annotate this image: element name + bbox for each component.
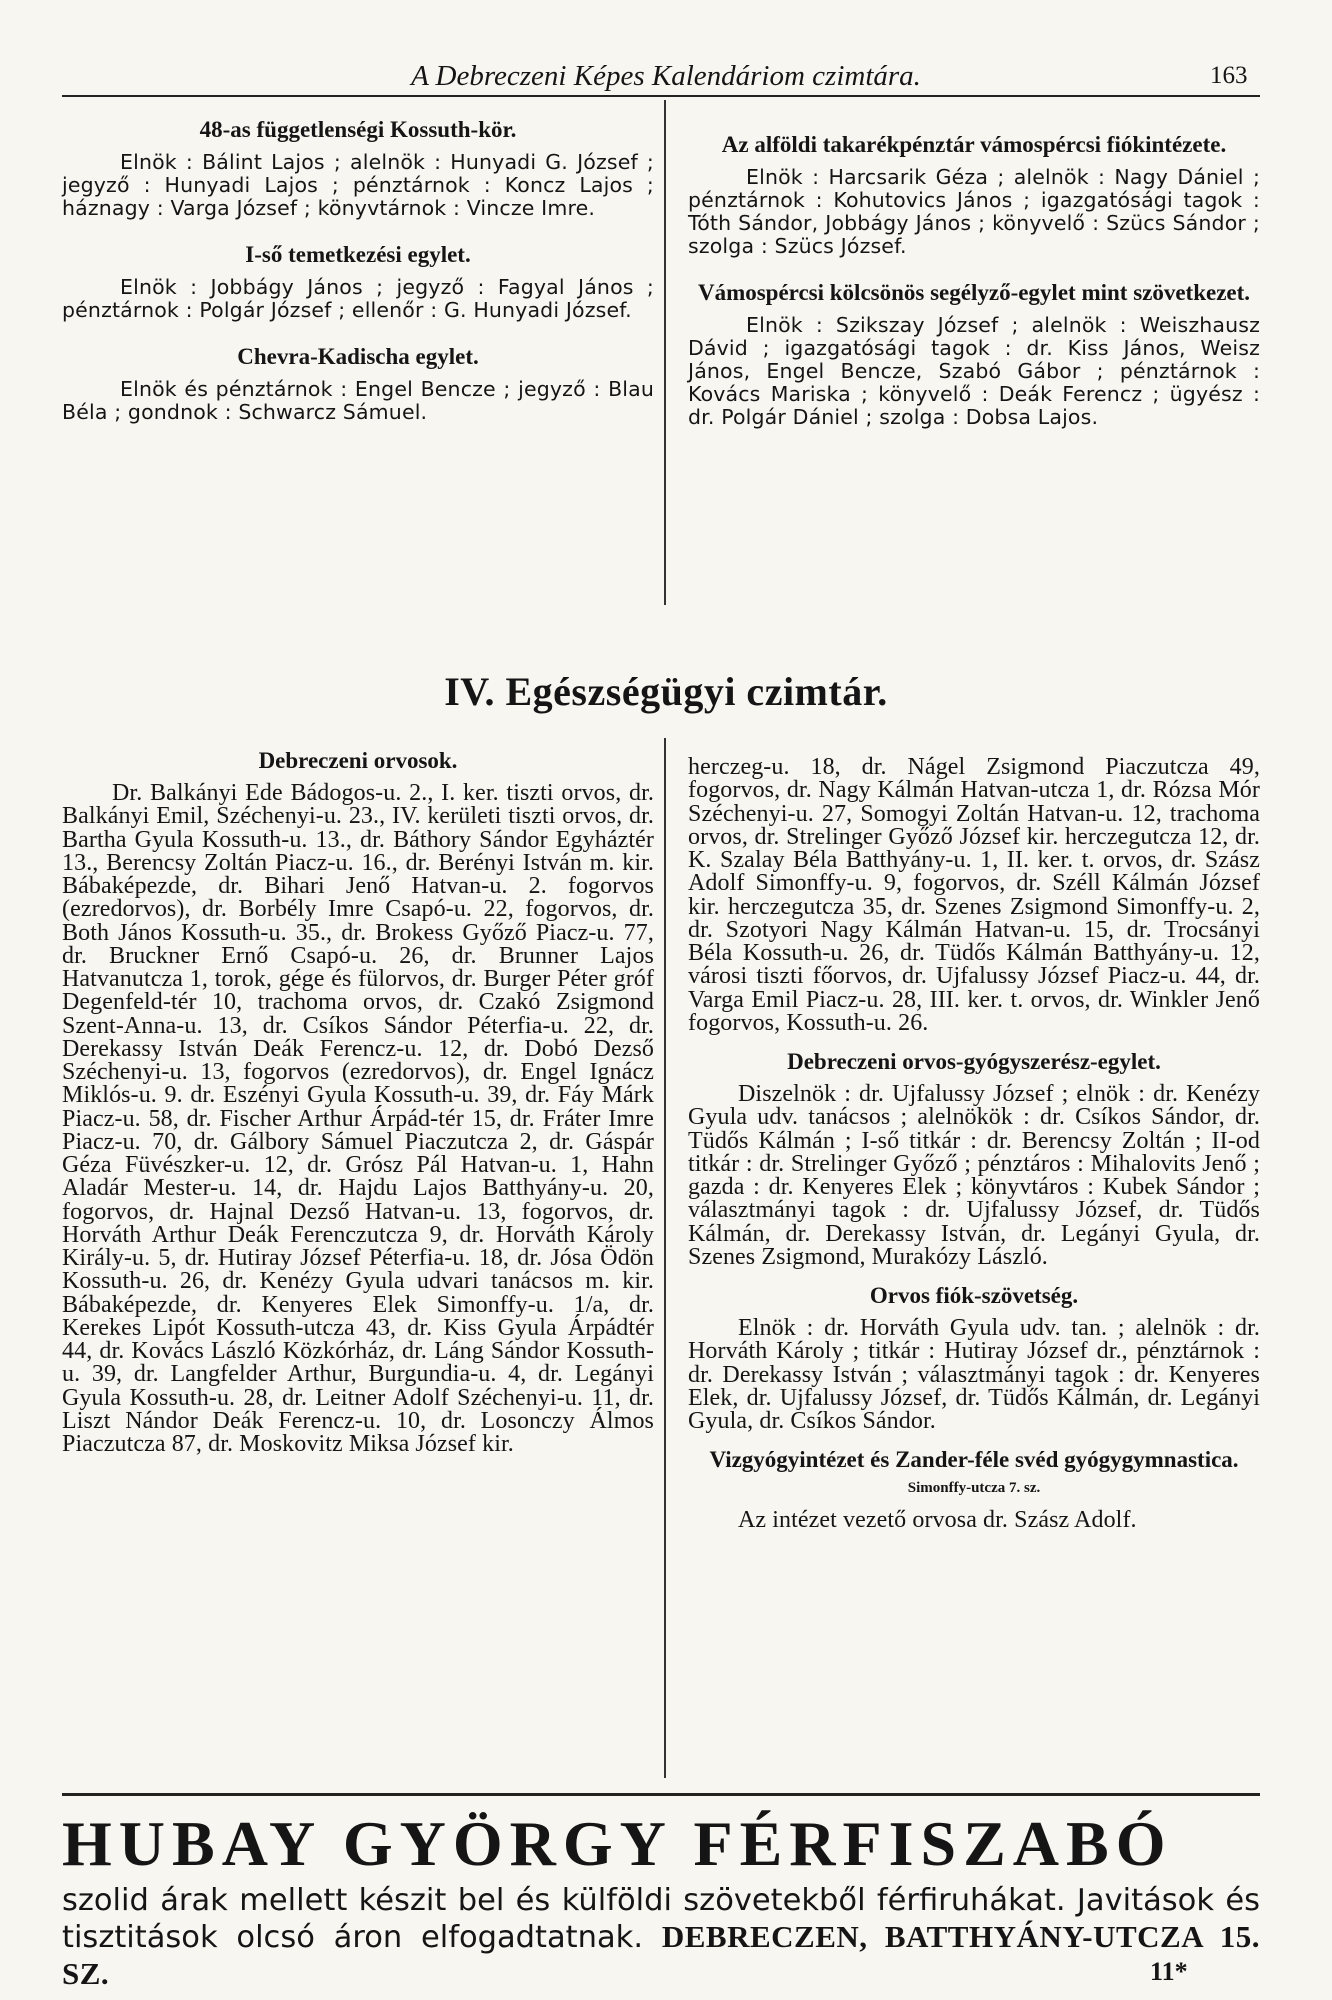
running-header-title: A Debreczeni Képes Kalendáriom czimtára.: [411, 60, 921, 92]
entry-heading: I-ső temetkezési egylet.: [245, 242, 471, 267]
entry-text: Elnök : Szikszay József ; alelnök : Weiszhausz Dávid ; igazgatósági tagok : dr. Kiss János, Weisz János, Engel Bencze, Szabó Gábor ; pénztárnok : Kovács Mariska ; könyvelő : Deák Ferencz ; ügyész : dr. Polgár Dániel ; szolga : Dobsa Lajos.: [688, 313, 1260, 429]
entry-heading: Orvos fiók-szövetség.: [869, 1283, 1079, 1308]
entry-heading: [688, 1447, 1260, 1501]
entry-text: Elnök és pénztárnok : Engel Bencze ; jegyző : Blau Béla ; gondnok : Schwarcz Sámuel.: [62, 377, 654, 424]
physician-list-continued: [688, 756, 1260, 1035]
advertisement-title: HUBAY GYÖRGY FÉRFISZABÓ: [62, 1808, 1173, 1879]
top-right-column: [688, 132, 1260, 451]
bottom-left-column: [62, 748, 654, 1456]
entry-heading: Az alföldi takarékpénztár vámospércsi fiókintézete.: [721, 132, 1227, 157]
advertisement-rule: [62, 1793, 1260, 1796]
entry-text: herczeg-u. 18, dr. Nágel Zsigmond Piaczutcza 49, fogorvos, dr. Nagy Kálmán Hatvan-utcza 1, dr. Rózsa Mór Széchenyi-u. 27, Somogyi Zoltán Hatvan-u. 12, trachoma orvos, dr. Strelinger Győző József kir. herczegutcza 12, dr. K. Szalay Béla Batthyány-u. 1, II. ker. t. orvos, dr. Szász Adolf Simonffy-u. 9, fogorvos, dr. Széll Kálmán József kir. herczegutcza 35, dr. Szenes Zsigmond Simonffy-u. 2, dr. Szotyori Nagy Kálmán Hatvan-u. 15, dr. Trocsányi Béla Kossuth-u. 26, dr. Tüdős Kálmán Batthyány-u. 12, városi tiszti főorvos, dr. Ujfalussy József Piacz-u. 44, dr. Varga Emil Piacz-u. 28, III. ker. t. orvos, dr. Winkler Jenő fogorvos, Kossuth-u. 26.: [688, 754, 1260, 1036]
entry-subheading: Simonffy-utcza 7. sz.: [907, 1480, 1041, 1497]
entry-heading: Chevra-Kadischa egylet.: [237, 344, 479, 369]
entry-heading: Vámospércsi kölcsönös segélyző-egylet mint szövetkezet.: [697, 280, 1251, 305]
directory-entry: [62, 117, 654, 220]
entry-text: Elnök : dr. Horváth Gyula udv. tan. ; alelnök : dr. Horváth Károly ; titkár : Hutiray József dr., pénztárnok : dr. Derekassy István ; választmányi tagok : dr. Kenyeres Elek, dr. Ujfalussy József, dr. Tüdős Kálmán, dr. Legányi Gyula, dr. Csíkos Sándor.: [688, 1315, 1260, 1434]
directory-entry: [688, 132, 1260, 258]
directory-entry: [688, 280, 1260, 429]
entry-heading: Debreczeni orvos-gyógyszerész-egylet.: [787, 1049, 1161, 1074]
entry-text: Diszelnök : dr. Ujfalussy József ; elnök : dr. Kenézy Gyula udv. tanácsos ; alelnökök : dr. Csíkos Sándor, dr. Tüdős Kálmán ; I-ső titkár : dr. Berencsy Zoltán ; II-od titkár : dr. Strelinger Győző ; pénztáros : Mihalovits Jenő ; gazda : dr. Kenyeres Elek ; könyvtáros : Kubek Sándor ; választmányi tagok : dr. Ujfalussy József, dr. Tüdős Kálmán, dr. Derekassy István, dr. Legányi Gyula, dr. Szenes Zsigmond, Murakózy László.: [688, 1081, 1260, 1270]
directory-entry: [62, 242, 654, 322]
physician-list: Dr. Balkányi Ede Bádogos-u. 2., I. ker. tiszti orvos, dr. Balkányi Emil, Széchenyi-u. 23., IV. kerületi tiszti orvos, dr. Bartha Gyula Kossuth-u. 13., dr. Báthory Sándor Egyháztér 13., Berencsy Zoltán Piacz-u. 16., dr. Berényi István m. kir. Bábaképezde, dr. Bihari Jenő Hatvan-u. 2. fogorvos (ezredorvos), dr. Borbély Imre Csapó-u. 22, fogorvos, dr. Both János Kossuth-u. 35., dr. Brokess Győző Piacz-u. 77, dr. Bruckner Ernő Csapó-u. 26, dr. Brunner Lajos Hatvanutcza 1, torok, gége és fülorvos, dr. Burger Péter gróf Degenfeld-tér 10, trachoma orvos, dr. Czakó Zsigmond Szent-Anna-u. 13, dr. Csíkos Sándor Péterfia-u. 22, dr. Derekassy István Deák Ferencz-u. 12, dr. Dobó Dezső Széchenyi-u. 13, fogorvos (ezredorvos), dr. Engel Ignácz Miklós-u. 9. dr. Eszényi Gyula Kossuth-u. 39, dr. Fáy Márk Piacz-u. 58, dr. Fischer Arthur Árpád-tér 15, dr. Fráter Imre Piacz-u. 70, dr. Gálbory Sámuel Piaczutcza 2, dr. Gáspár Géza Füvészker-u. 12, dr. Grósz Pál Hatvan-u. 1, Hahn Aladár Mester-u. 14, dr. Hajdu Lajos Batthyány-u. 20, fogorvos, dr. Hajnal Dezső Hatvan-u. 13, fogorvos, dr. Horváth Arthur Deák Ferenczutcza 9, dr. Horváth Károly Király-u. 5, dr. Hutiray József Péterfia-u. 18, dr. Jósa Ödön Kossuth-u. 26, dr. Kenézy Gyula udvari tanácsos m. kir. Bábaképezde, dr. Kenyeres Elek Simonffy-u. 1/a, dr. Kerekes Lipót Kossuth-utcza 43, dr. Kiss Gyula Árpádtér 44, dr. Kovács László Közkórház, dr. Láng Sándor Kossuth-u. 39, dr. Langfelder Arthur, Burgundia-u. 4, dr. Legányi Gyula Kossuth-u. 28, dr. Leitner Adolf Széchenyi-u. 11, dr. Liszt Nándor Deák Ferencz-u. 10, dr. Losonczy Álmos Piaczutcza 87, dr. Moskovitz Miksa József kir.: [62, 780, 654, 1457]
signature-mark: 11*: [1150, 1957, 1188, 1986]
section-title: IV. Egészségügyi czimtár.: [444, 669, 888, 714]
advertisement-text: [62, 1883, 1260, 1993]
entry-text: Elnök : Bálint Lajos ; alelnök : Hunyadi G. József ; jegyző : Hunyadi Lajos ; pénztárnok : Koncz Lajos ; háznagy : Varga József ; könyvtárnok : Vincze Imre.: [62, 150, 654, 220]
directory-entry: [688, 1049, 1260, 1269]
advertisement-address: DEBRECZEN, BATTHYÁNY-UTCZA 15. SZ.: [62, 1919, 1260, 1991]
directory-entry: [62, 344, 654, 424]
directory-entry: [688, 1447, 1260, 1532]
entry-text: Elnök : Jobbágy János ; jegyző : Fagyal János ; pénztárnok : Polgár József ; ellenőr : G. Hunyadi József.: [62, 275, 654, 322]
entry-heading: 48-as függetlenségi Kossuth-kör.: [199, 117, 517, 142]
column-divider-bottom: [664, 738, 666, 1778]
entry-heading: Debreczeni orvosok.: [258, 748, 458, 773]
advertisement-body: szolid árak mellett készit bel és külföldi szövetekből férfiruhákat. Javitások és tisztitások olcsó áron elfogadtatnak.: [62, 1883, 1260, 1955]
entry-text: Az intézet vezető orvosa dr. Szász Adolf.: [738, 1507, 1137, 1534]
top-left-column: [62, 117, 654, 446]
column-divider-top: [664, 100, 666, 605]
header-rule: [62, 95, 1260, 97]
page-number: 163: [1210, 62, 1248, 89]
entry-text: Elnök : Harcsarik Géza ; alelnök : Nagy Dániel ; pénztárnok : Kohutovics János ; igazgatósági tagok : Tóth Sándor, Jobbágy János ; könyvelő : Szücs Sándor ; szolga : Szücs József.: [688, 165, 1260, 258]
bottom-right-column: [688, 756, 1260, 1547]
directory-entry: [688, 1283, 1260, 1433]
entry-heading-text: Vizgyógyintézet és Zander-féle svéd gyógygymnastica.: [709, 1447, 1239, 1473]
